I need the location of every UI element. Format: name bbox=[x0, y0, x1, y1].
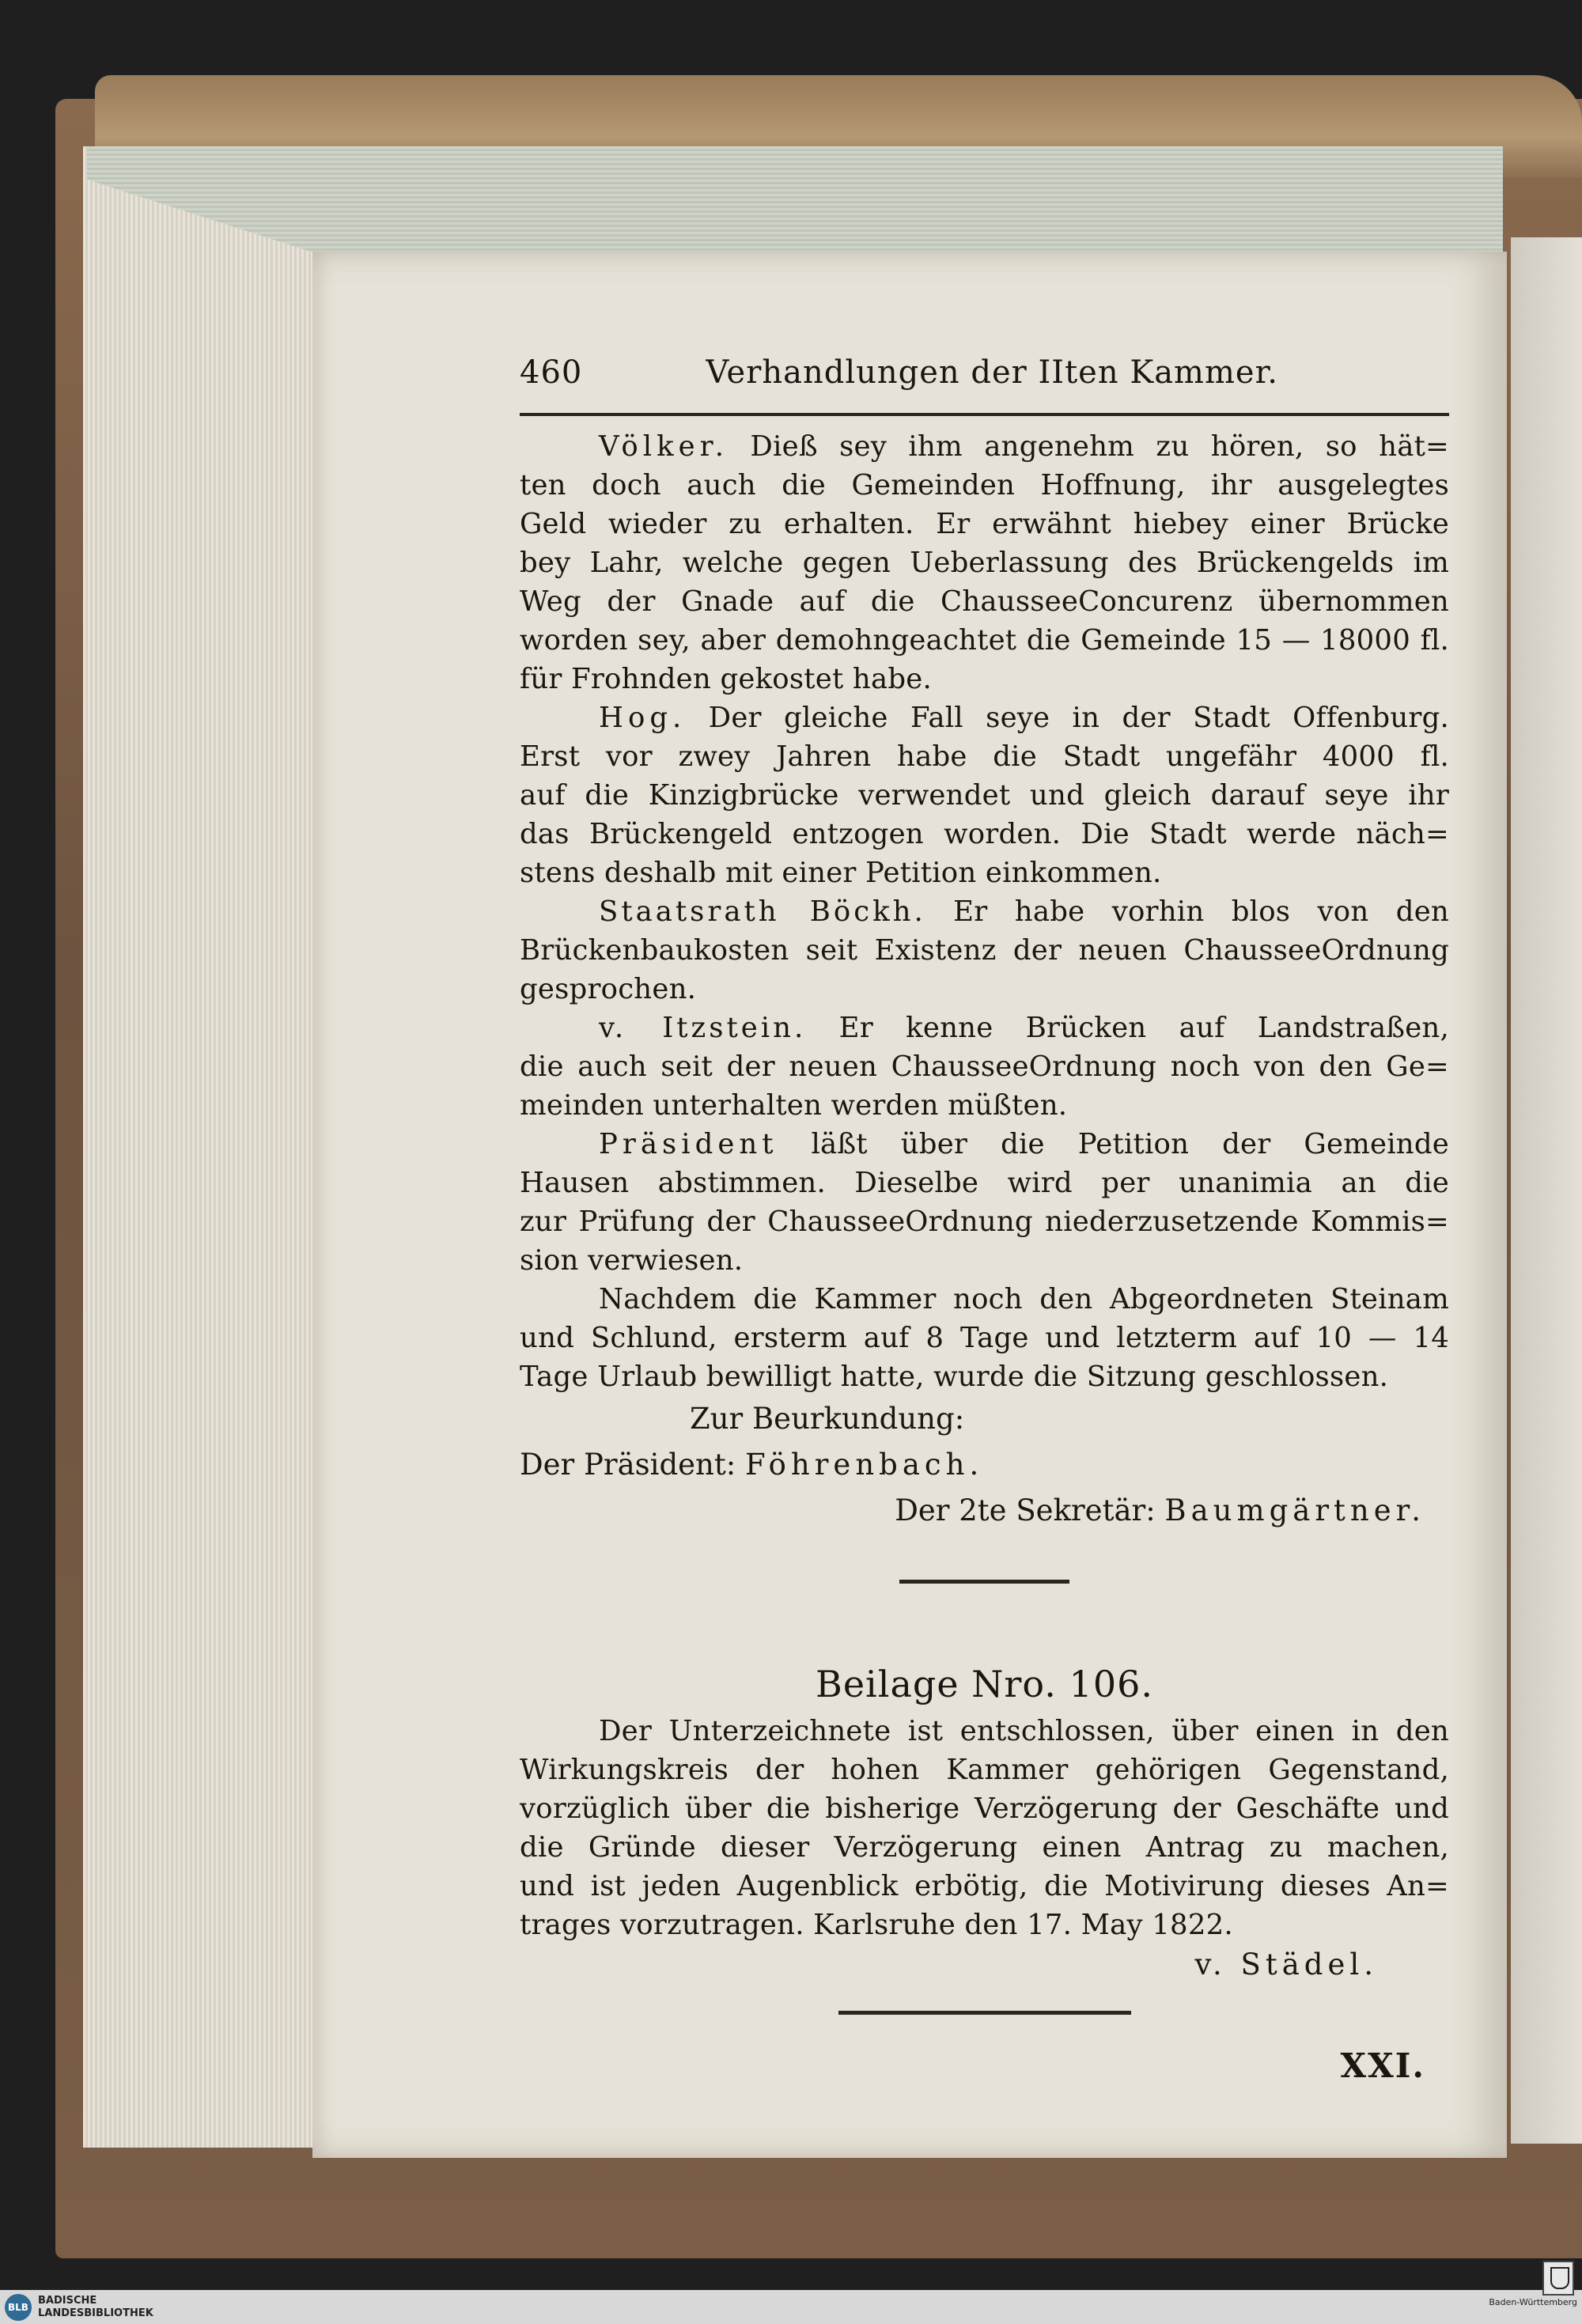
text-line: Nachdem die Kammer noch den Abgeordneten Steinam bbox=[599, 1283, 1449, 1315]
book-page bbox=[312, 252, 1507, 2158]
text-line: Brückenbaukosten seit Existenz der neuen ChausseeOrdnung bbox=[520, 934, 1449, 967]
attestation: Zur Beurkundung: bbox=[690, 1402, 965, 1436]
paragraph-hog bbox=[520, 698, 1449, 892]
page-text bbox=[520, 354, 1449, 2085]
speaker-name: Hog. bbox=[599, 702, 687, 734]
library-name: BADISCHE LANDESBIBLIOTHEK bbox=[38, 2295, 153, 2319]
page-number: 460 bbox=[520, 354, 583, 391]
library-logo-icon: BLB bbox=[5, 2294, 32, 2321]
paragraph-voelker bbox=[520, 427, 1449, 698]
text-line: Geld wieder zu erhalten. Er erwähnt hiebey einer Brücke bbox=[520, 508, 1449, 540]
text-line: stens deshalb mit einer Petition einkommen. bbox=[520, 857, 1162, 889]
text-line: Hausen abstimmen. Dieselbe wird per unanimia an die bbox=[520, 1167, 1449, 1199]
end-divider bbox=[838, 2011, 1131, 2015]
beilage-heading: Beilage Nro. 106. bbox=[816, 1663, 1153, 1705]
partner-name: Baden-Württemberg bbox=[1489, 2297, 1577, 2307]
text-line: vorzüglich über die bisherige Verzögerung der Geschäfte und bbox=[520, 1792, 1449, 1825]
text-line: und ist jeden Augenblick erbötig, die Motivirung dieses An= bbox=[520, 1870, 1449, 1902]
beilage-signer: v. Städel. bbox=[1194, 1947, 1378, 1981]
footer-bar bbox=[0, 2290, 1582, 2324]
text-line: Er habe vorhin blos von den bbox=[953, 895, 1449, 928]
text-line: die Gründe dieser Verzögerung einen Antrag zu machen, bbox=[520, 1831, 1449, 1864]
text-line: zur Prüfung der ChausseeOrdnung niederzusetzende Kommis= bbox=[520, 1206, 1449, 1238]
secretary-name: Baumgärtner. bbox=[1164, 1493, 1425, 1527]
running-title: Verhandlungen der IIten Kammer. bbox=[706, 354, 1279, 391]
text-line: Der gleiche Fall seye in der Stadt Offenburg. bbox=[708, 702, 1449, 734]
paragraph-closing bbox=[520, 1280, 1449, 1396]
speaker-name: Staatsrath Böckh. bbox=[599, 895, 926, 928]
text-line: ten doch auch die Gemeinden Hoffnung, ihr ausgelegtes bbox=[520, 469, 1449, 502]
text-line: trages vorzutragen. Karlsruhe den 17. May 1822. bbox=[520, 1909, 1233, 1941]
page-block-top bbox=[87, 146, 1503, 257]
text-line: gesprochen. bbox=[520, 973, 697, 1005]
text-line: bey Lahr, welche gegen Ueberlassung des Brückengelds im bbox=[520, 547, 1449, 579]
text-line: sion verwiesen. bbox=[520, 1244, 744, 1277]
section-divider bbox=[899, 1580, 1069, 1584]
text-line: Tage Urlaub bewilligt hatte, wurde die Sitzung geschlossen. bbox=[520, 1361, 1389, 1393]
text-line: die auch seit der neuen ChausseeOrdnung noch von den Ge= bbox=[520, 1050, 1449, 1083]
text-line: worden sey, aber demohngeachtet die Gemeinde 15 — 18000 fl. bbox=[520, 624, 1449, 657]
text-line: läßt über die Petition der Gemeinde bbox=[811, 1128, 1449, 1160]
paragraph-praesident bbox=[520, 1125, 1449, 1280]
coat-of-arms-icon bbox=[1542, 2261, 1574, 2296]
secretary-label: Der 2te Sekretär: bbox=[895, 1493, 1156, 1527]
paragraph-itzstein bbox=[520, 1009, 1449, 1125]
sheet-signature: XXI. bbox=[1340, 2046, 1425, 2085]
page-block-edge bbox=[83, 146, 338, 2148]
text-line: meinden unterhalten werden müßten. bbox=[520, 1089, 1068, 1122]
president-name: Föhrenbach. bbox=[744, 1448, 984, 1482]
text-line: und Schlund, ersterm auf 8 Tage und letzterm auf 10 — 14 bbox=[520, 1322, 1449, 1354]
running-head bbox=[520, 354, 1449, 407]
text-line: auf die Kinzigbrücke verwendet und gleich darauf seye ihr bbox=[520, 779, 1449, 812]
header-rule bbox=[520, 413, 1449, 416]
facing-page bbox=[1511, 237, 1582, 2144]
speaker-name: Präsident bbox=[599, 1128, 778, 1160]
president-label: Der Präsident: bbox=[520, 1448, 736, 1482]
beilage-body bbox=[520, 1712, 1449, 1944]
text-line: Er kenne Brücken auf Landstraßen, bbox=[838, 1012, 1449, 1044]
speaker-name: v. Itzstein. bbox=[599, 1012, 807, 1044]
president-signature bbox=[520, 1442, 1449, 1488]
text-line: das Brückengeld entzogen worden. Die Stadt werde näch= bbox=[520, 818, 1449, 850]
text-line: für Frohnden gekostet habe. bbox=[520, 663, 932, 695]
text-line: Wirkungskreis der hohen Kammer gehörigen Gegenstand, bbox=[520, 1754, 1449, 1786]
paragraph-boeckh bbox=[520, 892, 1449, 1009]
speaker-name: Völker. bbox=[599, 430, 729, 463]
text-line: Dieß sey ihm angenehm zu hören, so hät= bbox=[750, 430, 1449, 463]
secretary-signature bbox=[520, 1488, 1449, 1534]
text-line: Der Unterzeichnete ist entschlossen, über einen in den bbox=[599, 1715, 1449, 1747]
text-line: Weg der Gnade auf die ChausseeConcurenz übernommen bbox=[520, 585, 1449, 618]
text-line: Erst vor zwey Jahren habe die Stadt ungefähr 4000 fl. bbox=[520, 740, 1449, 773]
